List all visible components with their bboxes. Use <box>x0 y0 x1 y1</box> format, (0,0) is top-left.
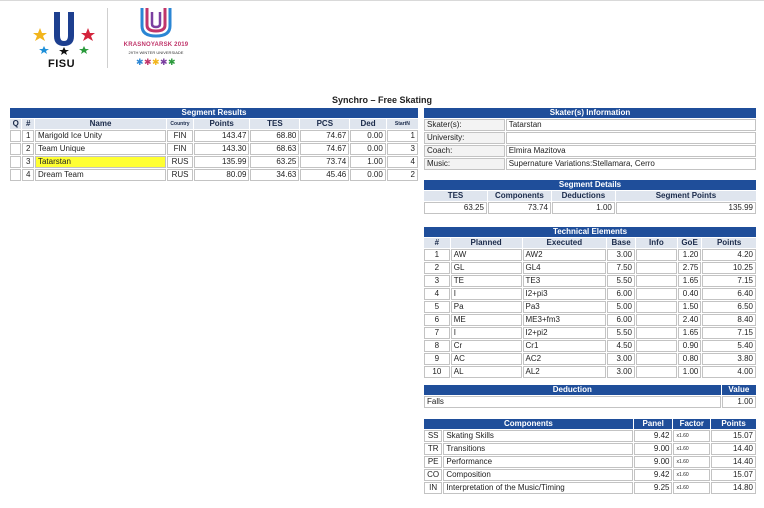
col-header-tes: TES <box>250 119 299 129</box>
tech-element-executed: Pa3 <box>523 301 607 313</box>
result-start: 4 <box>387 156 418 168</box>
col-header-points: Points <box>194 119 250 129</box>
details-deductions-value: 1.00 <box>552 202 615 214</box>
music-label: Music: <box>424 158 505 170</box>
segment-results-table <box>9 107 419 182</box>
details-components-value: 73.74 <box>488 202 551 214</box>
svg-text:✱: ✱ <box>160 58 168 67</box>
result-country: FIN <box>167 130 193 142</box>
tech-element-executed: ME3+fm3 <box>523 314 607 326</box>
tech-element-planned: I <box>451 327 522 339</box>
result-tes: 68.63 <box>250 143 299 155</box>
tech-element-base: 6.00 <box>607 288 635 300</box>
tech-element-number: 1 <box>424 249 450 261</box>
tech-element-executed: TE3 <box>523 275 607 287</box>
result-tes: 68.80 <box>250 130 299 142</box>
result-row-highlighted <box>10 156 418 168</box>
result-ded: 1.00 <box>350 156 386 168</box>
tech-element-points: 6.50 <box>702 301 756 313</box>
component-panel: 9.42 <box>634 469 673 481</box>
tech-element-number: 2 <box>424 262 450 274</box>
technical-elements-table <box>423 226 757 379</box>
col-header-rank: # <box>22 119 34 129</box>
result-row <box>10 169 418 181</box>
tech-element-base: 3.00 <box>607 249 635 261</box>
tech-element-goe: 2.75 <box>678 262 702 274</box>
tech-element-planned: AC <box>451 353 522 365</box>
component-name: Composition <box>443 469 632 481</box>
result-q <box>10 143 21 155</box>
tech-element-base: 5.00 <box>607 301 635 313</box>
tech-element-executed: AW2 <box>523 249 607 261</box>
tech-element-executed: Cr1 <box>523 340 607 352</box>
tech-element-number: 9 <box>424 353 450 365</box>
component-points: 15.07 <box>711 430 756 442</box>
tech-element-points: 7.15 <box>702 327 756 339</box>
segment-details-table <box>423 179 757 215</box>
snowflake-row-icon <box>136 57 176 67</box>
skater-value: Tatarstan <box>506 119 756 131</box>
svg-text:✱: ✱ <box>144 58 152 67</box>
fisu-text: FISU <box>48 58 76 70</box>
university-value <box>506 132 756 144</box>
tech-element-goe: 1.65 <box>678 275 702 287</box>
svg-text:✱: ✱ <box>152 58 160 67</box>
tech-element-goe: 0.40 <box>678 288 702 300</box>
tech-element-row <box>424 366 756 378</box>
component-factor: x1.60 <box>673 469 710 481</box>
deduction-table <box>423 384 757 409</box>
skater-label: Skater(s): <box>424 119 505 131</box>
coach-value: Elmira Mazitova <box>506 145 756 157</box>
result-pcs: 74.67 <box>300 143 349 155</box>
universiade-logo <box>118 4 194 70</box>
result-q <box>10 156 21 168</box>
deduction-value-header: Value <box>722 385 756 395</box>
result-name: Team Unique <box>35 143 166 155</box>
tech-element-points: 5.40 <box>702 340 756 352</box>
details-header-components: Components <box>488 191 551 201</box>
tech-element-number: 7 <box>424 327 450 339</box>
result-rank: 3 <box>22 156 34 168</box>
tech-element-row <box>424 353 756 365</box>
result-q <box>10 169 21 181</box>
component-factor: x1.60 <box>673 456 710 468</box>
result-rank: 4 <box>22 169 34 181</box>
tech-element-info <box>636 353 677 365</box>
event-name: KRASNOYARSK 2019 <box>123 42 189 48</box>
tech-element-row <box>424 301 756 313</box>
component-row <box>424 443 756 455</box>
result-rank: 2 <box>22 143 34 155</box>
tech-header-base: Base <box>607 238 635 248</box>
component-code: TR <box>424 443 442 455</box>
tech-element-info <box>636 314 677 326</box>
component-panel: 9.42 <box>634 430 673 442</box>
col-header-country: Country <box>167 119 193 129</box>
tech-header-goe: GoE <box>678 238 702 248</box>
component-panel: 9.00 <box>634 443 673 455</box>
component-factor: x1.60 <box>673 482 710 494</box>
components-header-panel: Panel <box>634 419 673 429</box>
deduction-title: Deduction <box>424 385 721 395</box>
col-header-pcs: PCS <box>300 119 349 129</box>
tech-element-goe: 1.00 <box>678 366 702 378</box>
tech-element-points: 8.40 <box>702 314 756 326</box>
tech-element-row <box>424 288 756 300</box>
component-name: Skating Skills <box>443 430 632 442</box>
component-row <box>424 430 756 442</box>
component-code: SS <box>424 430 442 442</box>
tech-header-points: Points <box>702 238 756 248</box>
result-name: Tatarstan <box>35 156 166 168</box>
deduction-value: 1.00 <box>722 396 756 408</box>
component-row <box>424 482 756 494</box>
result-name: Marigold Ice Unity <box>35 130 166 142</box>
tech-element-goe: 0.80 <box>678 353 702 365</box>
result-row <box>10 130 418 142</box>
skater-info-table <box>423 107 757 171</box>
tech-element-number: 8 <box>424 340 450 352</box>
university-label: University: <box>424 132 505 144</box>
svg-text:✱: ✱ <box>136 58 144 67</box>
result-pcs: 74.67 <box>300 130 349 142</box>
page-title: Synchro – Free Skating <box>331 95 433 105</box>
col-header-q: Q <box>10 119 21 129</box>
tech-element-info <box>636 249 677 261</box>
components-table <box>423 418 757 495</box>
segment-results-title: Segment Results <box>10 108 418 118</box>
col-header-ded: Ded <box>350 119 386 129</box>
top-border <box>0 0 764 1</box>
component-factor: x1.60 <box>673 443 710 455</box>
component-code: PE <box>424 456 442 468</box>
tech-element-base: 5.50 <box>607 327 635 339</box>
tech-element-info <box>636 262 677 274</box>
tech-element-base: 3.00 <box>607 353 635 365</box>
music-value: Supernature Variations:Stellamara, Cerro <box>506 158 756 170</box>
result-tes: 63.25 <box>250 156 299 168</box>
result-ded: 0.00 <box>350 169 386 181</box>
tech-element-number: 4 <box>424 288 450 300</box>
svg-text:✱: ✱ <box>168 58 176 67</box>
result-tes: 34.63 <box>250 169 299 181</box>
tech-element-goe: 1.65 <box>678 327 702 339</box>
tech-element-row <box>424 262 756 274</box>
tech-header-executed: Executed <box>523 238 607 248</box>
details-segment-points-value: 135.99 <box>616 202 756 214</box>
event-subtitle: 29TH WINTER UNIVERSIADE <box>128 50 184 55</box>
tech-element-points: 4.00 <box>702 366 756 378</box>
tech-header-planned: Planned <box>451 238 522 248</box>
tech-element-goe: 0.90 <box>678 340 702 352</box>
result-start: 1 <box>387 130 418 142</box>
tech-header-number: # <box>424 238 450 248</box>
component-name: Performance <box>443 456 632 468</box>
tech-element-info <box>636 327 677 339</box>
tech-element-points: 10.25 <box>702 262 756 274</box>
component-name: Interpretation of the Music/Timing <box>443 482 632 494</box>
tech-element-planned: I <box>451 288 522 300</box>
component-panel: 9.00 <box>634 456 673 468</box>
result-country: RUS <box>167 156 193 168</box>
fisu-logo <box>28 6 100 72</box>
components-header-factor: Factor <box>673 419 710 429</box>
tech-element-row <box>424 314 756 326</box>
result-name: Dream Team <box>35 169 166 181</box>
details-tes-value: 63.25 <box>424 202 487 214</box>
tech-element-number: 5 <box>424 301 450 313</box>
universiade-emblem-icon <box>118 4 194 42</box>
tech-element-goe: 1.50 <box>678 301 702 313</box>
tech-element-goe: 2.40 <box>678 314 702 326</box>
result-start: 3 <box>387 143 418 155</box>
tech-element-row <box>424 275 756 287</box>
tech-element-planned: AW <box>451 249 522 261</box>
tech-element-executed: I2+pi2 <box>523 327 607 339</box>
tech-element-number: 6 <box>424 314 450 326</box>
result-points: 143.47 <box>194 130 250 142</box>
result-pcs: 45.46 <box>300 169 349 181</box>
tech-element-base: 3.00 <box>607 366 635 378</box>
components-header-points: Points <box>711 419 756 429</box>
logo-divider <box>107 8 108 68</box>
component-points: 14.80 <box>711 482 756 494</box>
fisu-emblem-icon <box>28 6 100 58</box>
component-row <box>424 456 756 468</box>
component-factor: x1.60 <box>673 430 710 442</box>
result-country: FIN <box>167 143 193 155</box>
tech-element-executed: I2+pi3 <box>523 288 607 300</box>
tech-element-goe: 1.20 <box>678 249 702 261</box>
tech-element-points: 3.80 <box>702 353 756 365</box>
result-pcs: 73.74 <box>300 156 349 168</box>
tech-element-executed: GL4 <box>523 262 607 274</box>
result-points: 135.99 <box>194 156 250 168</box>
tech-element-row <box>424 340 756 352</box>
tech-element-base: 6.00 <box>607 314 635 326</box>
tech-element-info <box>636 288 677 300</box>
component-row <box>424 469 756 481</box>
tech-element-base: 7.50 <box>607 262 635 274</box>
tech-element-points: 6.40 <box>702 288 756 300</box>
tech-element-planned: Cr <box>451 340 522 352</box>
result-q <box>10 130 21 142</box>
component-points: 14.40 <box>711 456 756 468</box>
tech-element-base: 4.50 <box>607 340 635 352</box>
result-ded: 0.00 <box>350 143 386 155</box>
result-points: 80.09 <box>194 169 250 181</box>
tech-element-executed: AL2 <box>523 366 607 378</box>
tech-element-row <box>424 327 756 339</box>
segment-details-title: Segment Details <box>424 180 756 190</box>
details-header-tes: TES <box>424 191 487 201</box>
result-start: 2 <box>387 169 418 181</box>
deduction-label: Falls <box>424 396 721 408</box>
result-rank: 1 <box>22 130 34 142</box>
component-code: CO <box>424 469 442 481</box>
details-header-deductions: Deductions <box>552 191 615 201</box>
tech-element-number: 10 <box>424 366 450 378</box>
coach-label: Coach: <box>424 145 505 157</box>
tech-element-info <box>636 275 677 287</box>
details-header-segment-points: Segment Points <box>616 191 756 201</box>
col-header-startn: StartN <box>387 119 418 129</box>
tech-element-executed: AC2 <box>523 353 607 365</box>
result-country: RUS <box>167 169 193 181</box>
components-title: Components <box>424 419 633 429</box>
tech-element-planned: Pa <box>451 301 522 313</box>
tech-element-info <box>636 301 677 313</box>
tech-element-number: 3 <box>424 275 450 287</box>
result-row <box>10 143 418 155</box>
tech-header-info: Info <box>636 238 677 248</box>
tech-element-points: 7.15 <box>702 275 756 287</box>
tech-element-planned: TE <box>451 275 522 287</box>
component-code: IN <box>424 482 442 494</box>
technical-elements-title: Technical Elements <box>424 227 756 237</box>
result-ded: 0.00 <box>350 130 386 142</box>
component-panel: 9.25 <box>634 482 673 494</box>
component-points: 15.07 <box>711 469 756 481</box>
tech-element-points: 4.20 <box>702 249 756 261</box>
tech-element-info <box>636 340 677 352</box>
tech-element-row <box>424 249 756 261</box>
skater-info-title: Skater(s) Information <box>424 108 756 118</box>
col-header-name: Name <box>35 119 166 129</box>
tech-element-planned: ME <box>451 314 522 326</box>
tech-element-planned: GL <box>451 262 522 274</box>
component-name: Transitions <box>443 443 632 455</box>
tech-element-planned: AL <box>451 366 522 378</box>
tech-element-base: 5.50 <box>607 275 635 287</box>
tech-element-info <box>636 366 677 378</box>
result-points: 143.30 <box>194 143 250 155</box>
component-points: 14.40 <box>711 443 756 455</box>
